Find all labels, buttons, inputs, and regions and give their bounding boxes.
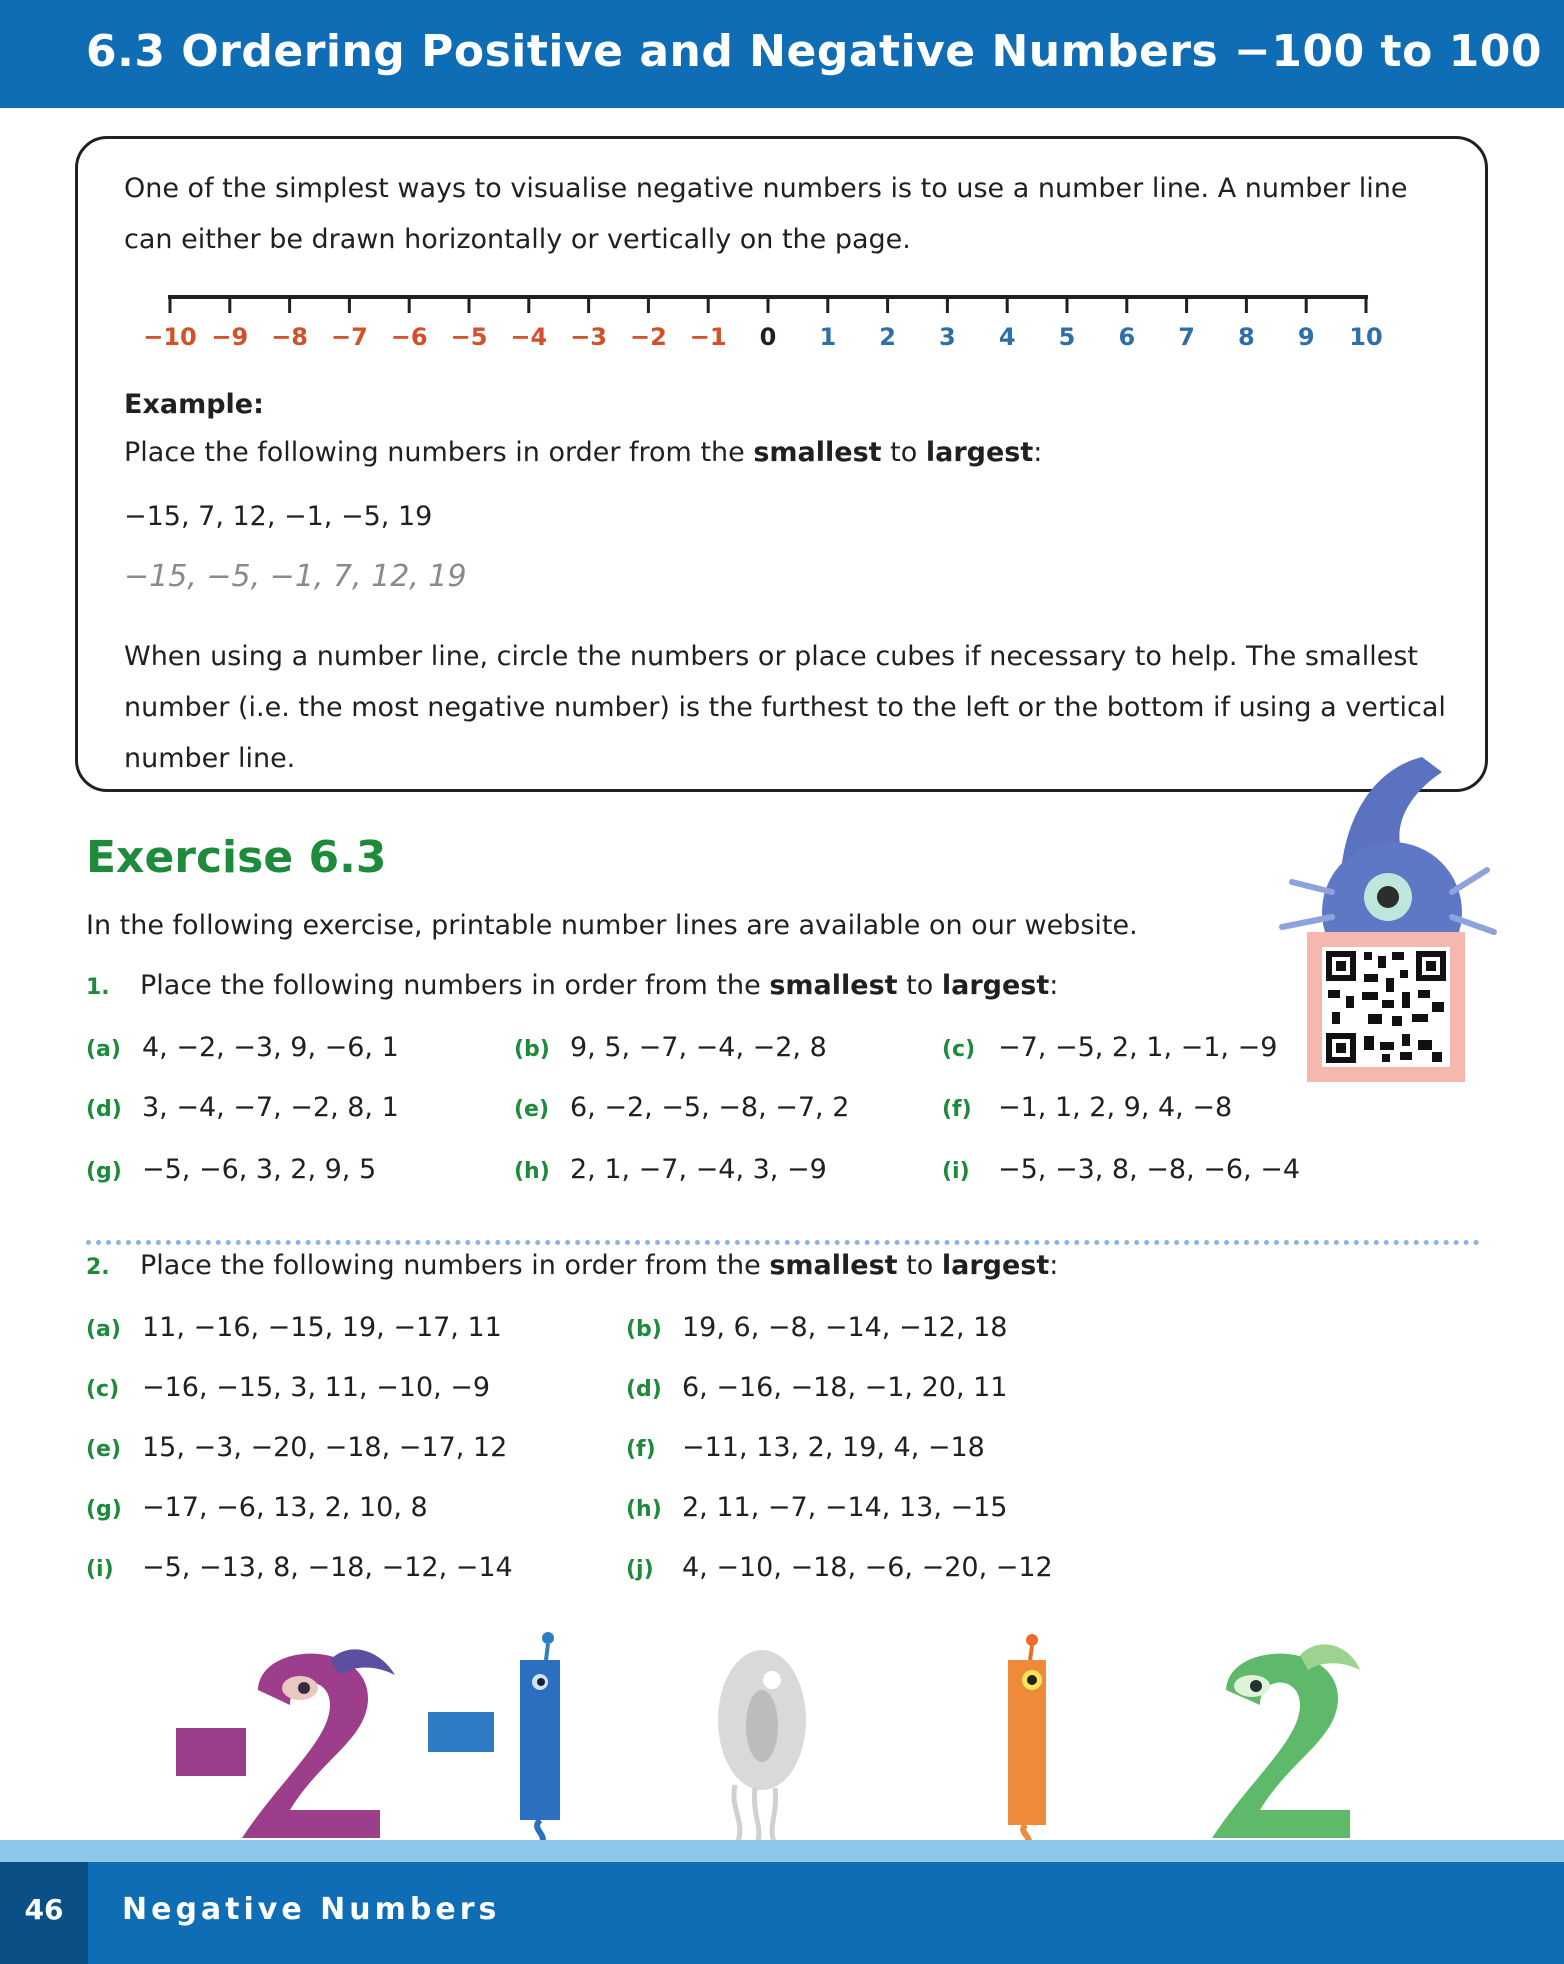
monster-one	[1008, 1634, 1046, 1846]
example-numbers: −15, 7, 12, −1, −5, 19	[124, 501, 433, 532]
q2-item-e: (e) 15, −3, −20, −18, −17, 12	[86, 1432, 508, 1463]
footer-title: Negative Numbers	[122, 1892, 501, 1927]
q2-item-g: (g) −17, −6, 13, 2, 10, 8	[86, 1492, 428, 1523]
number-line-label: −3	[570, 323, 608, 351]
q1-item-b: (b) 9, 5, −7, −4, −2, 8	[514, 1032, 827, 1063]
q1-item-i: (i) −5, −3, 8, −8, −6, −4	[942, 1154, 1301, 1185]
number-line-ticks	[143, 297, 1382, 351]
number-line-label: 8	[1238, 323, 1255, 351]
q2-item-b: (b) 19, 6, −8, −14, −12, 18	[626, 1312, 1008, 1343]
q1-item-e: (e) 6, −2, −5, −8, −7, 2	[514, 1092, 850, 1123]
number-line-label: −9	[211, 323, 249, 351]
monster-minus-two	[176, 1649, 395, 1838]
number-line-label: −1	[689, 323, 727, 351]
info-box	[75, 136, 1488, 792]
number-line-label: 6	[1118, 323, 1136, 351]
number-line-label: 1	[819, 323, 837, 351]
question-2-heading: 2. Place the following numbers in order from the smallest to largest:	[86, 1250, 1059, 1281]
number-line-label: −2	[629, 323, 667, 351]
q1-item-f: (f) −1, 1, 2, 9, 4, −8	[942, 1092, 1233, 1123]
q2-item-j: (j) 4, −10, −18, −6, −20, −12	[626, 1552, 1053, 1583]
question-1-heading: 1. Place the following numbers in order from the smallest to largest:	[86, 970, 1059, 1001]
page-title: 6.3 Ordering Positive and Negative Numbers −100 to 100	[86, 26, 1542, 77]
number-line-label: −4	[510, 323, 548, 351]
q2-item-d: (d) 6, −16, −18, −1, 20, 11	[626, 1372, 1008, 1403]
number-line-label: 0	[759, 323, 777, 351]
number-line-label: 5	[1058, 323, 1076, 351]
q1-item-a: (a) 4, −2, −3, 9, −6, 1	[86, 1032, 399, 1063]
number-line-label: −5	[450, 323, 488, 351]
number-line-label: −7	[330, 323, 368, 351]
number-line-label: −6	[390, 323, 428, 351]
exercise-title: Exercise 6.3	[86, 832, 387, 883]
q1-item-g: (g) −5, −6, 3, 2, 9, 5	[86, 1154, 377, 1185]
exercise-intro: In the following exercise, printable number lines are available on our website.	[86, 910, 1138, 941]
monster-two	[1212, 1644, 1360, 1838]
intro-text: One of the simplest ways to visualise negative numbers is to use a number line. A number line can either be drawn horizontally or vertically on the page.	[124, 173, 1408, 255]
footer-stripe	[0, 1840, 1564, 1862]
tip-text: When using a number line, circle the numbers or place cubes if necessary to help. The smallest number (i.e. the most negative number) is the furthest to the left or the bottom if using a vertical number line.	[124, 641, 1446, 774]
example-instruction: Place the following numbers in order from the smallest to largest:	[124, 437, 1043, 468]
title-bar	[0, 0, 1564, 108]
q1-item-d: (d) 3, −4, −7, −2, 8, 1	[86, 1092, 399, 1123]
number-line-label: 3	[939, 323, 956, 351]
q2-item-f: (f) −11, 13, 2, 19, 4, −18	[626, 1432, 985, 1463]
qr-code-monster	[1272, 752, 1502, 1094]
monster-minus-one	[428, 1632, 560, 1845]
q1-item-h: (h) 2, 1, −7, −4, 3, −9	[514, 1154, 827, 1185]
number-line-label: 4	[998, 323, 1016, 351]
q1-item-c: (c) −7, −5, 2, 1, −1, −9	[942, 1032, 1278, 1063]
number-line	[78, 139, 1491, 379]
page-number: 46	[0, 1862, 88, 1964]
number-line-label: −8	[271, 323, 309, 351]
monster-zero	[718, 1650, 806, 1842]
number-line-label: 10	[1349, 323, 1383, 351]
dotted-divider	[86, 1240, 1480, 1245]
number-line-label: 9	[1297, 323, 1315, 351]
q2-item-h: (h) 2, 11, −7, −14, 13, −15	[626, 1492, 1008, 1523]
number-monsters-illustration	[0, 1620, 1564, 1850]
q2-item-i: (i) −5, −13, 8, −18, −12, −14	[86, 1552, 513, 1583]
number-line-label: 7	[1178, 323, 1195, 351]
number-line-label: 2	[879, 323, 896, 351]
q2-item-c: (c) −16, −15, 3, 11, −10, −9	[86, 1372, 491, 1403]
example-heading: Example:	[124, 389, 264, 420]
footer	[0, 1862, 1564, 1964]
q2-item-a: (a) 11, −16, −15, 19, −17, 11	[86, 1312, 502, 1343]
example-answer: −15, −5, −1, 7, 12, 19	[124, 559, 467, 594]
number-line-label: −10	[143, 323, 197, 351]
